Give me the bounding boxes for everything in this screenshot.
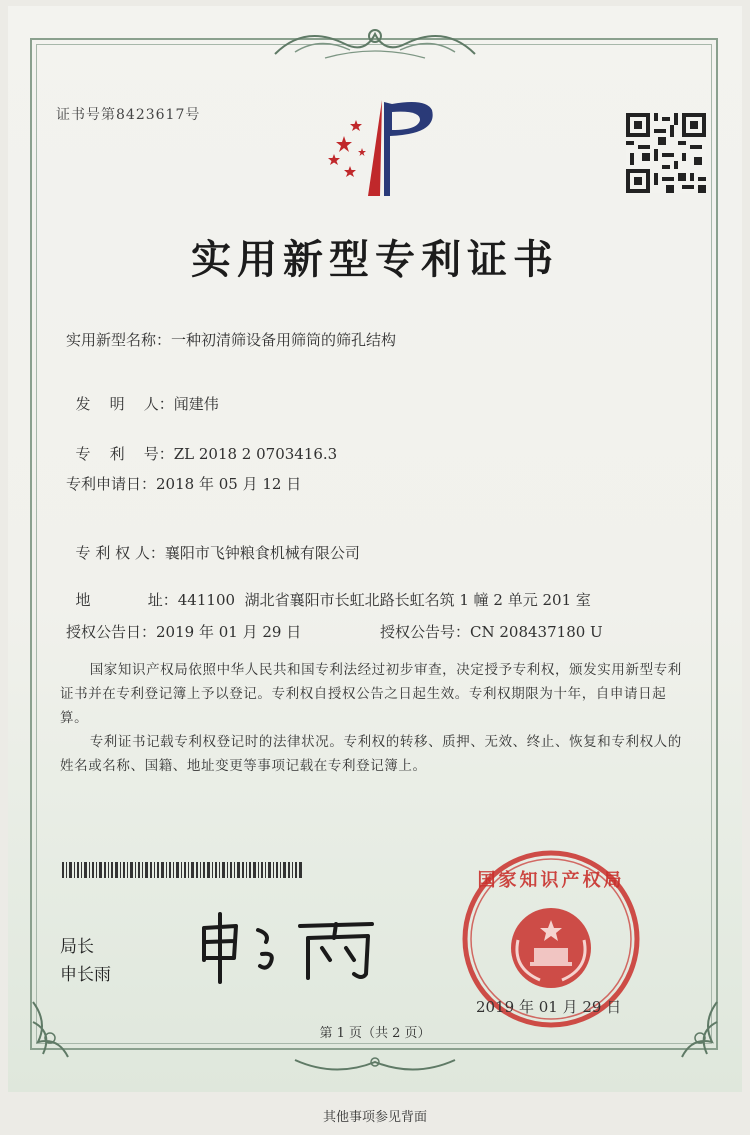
seal-date: 2019 年 01 月 29 日: [476, 998, 622, 1016]
field-label: 专 利 权 人：: [75, 544, 165, 562]
certificate-title: 实用新型专利证书: [191, 237, 559, 283]
field-label: 发 明 人：: [75, 395, 174, 413]
statement-paragraph-2: 专利证书记载专利权登记时的法律状况。专利权的转移、质押、无效、终止、恢复和专利权人的姓名或名称、国籍、地址变更等事项记载在专利登记簿上。: [60, 734, 682, 774]
field-label: 专 利 号：: [75, 445, 174, 463]
field-value: ZL 2018 2 0703416.3: [173, 445, 338, 463]
field-inventor: [66, 375, 219, 414]
field-address: [66, 571, 591, 610]
statement-paragraph-1: 国家知识产权局依照中华人民共和国专利法经过初步审查，决定授予专利权，颁发实用新型专利证书并在专利登记簿上予以登记。专利权自授权公告之日起生效。专利权期限为十年，自申请日起算。: [60, 662, 682, 726]
field-filing-date: [66, 473, 301, 494]
field-value: 441100 湖北省襄阳市长虹北路长虹名筑 1 幢 2 单元 201 室: [177, 591, 591, 609]
field-label: 实用新型名称：: [66, 331, 172, 349]
field-value: 闻建伟: [173, 395, 219, 413]
field-patent-number: [66, 425, 337, 464]
handwritten-signature: [196, 908, 386, 986]
director-title: 局长: [60, 937, 94, 957]
bottom-ornament: [290, 1050, 460, 1080]
field-patentee: [66, 524, 360, 563]
top-ornament: [265, 14, 485, 66]
field-value: CN 208437180 U: [470, 623, 603, 641]
field-label: 专利申请日：: [66, 475, 157, 493]
certificate-number: 证书号第8423617号: [56, 107, 201, 123]
director-name: 申长雨: [60, 965, 111, 985]
field-label: 授权公告日：: [66, 623, 157, 641]
field-grant-date: [66, 621, 301, 642]
qr-code-icon: [626, 113, 706, 193]
field-label: 授权公告号：: [380, 623, 471, 641]
field-value: 一种初清筛设备用筛筒的筛孔结构: [171, 331, 397, 349]
footer-note: 其他事项参见背面: [322, 1110, 427, 1125]
page-number: 第 1 页（共 2 页）: [319, 1026, 431, 1041]
field-value: 2019 年 01 月 29 日: [156, 623, 302, 641]
field-value: 襄阳市飞钟粮食机械有限公司: [164, 544, 360, 562]
field-value: 2018 年 05 月 12 日: [156, 475, 302, 493]
barcode-icon: [62, 862, 302, 878]
patent-office-logo-icon: [320, 96, 450, 200]
field-utility-model-name: [66, 329, 396, 350]
field-grant-number: [380, 621, 603, 642]
seal-text-label: 国家知识产权局: [477, 870, 625, 891]
field-label: 地 址：: [75, 591, 178, 609]
